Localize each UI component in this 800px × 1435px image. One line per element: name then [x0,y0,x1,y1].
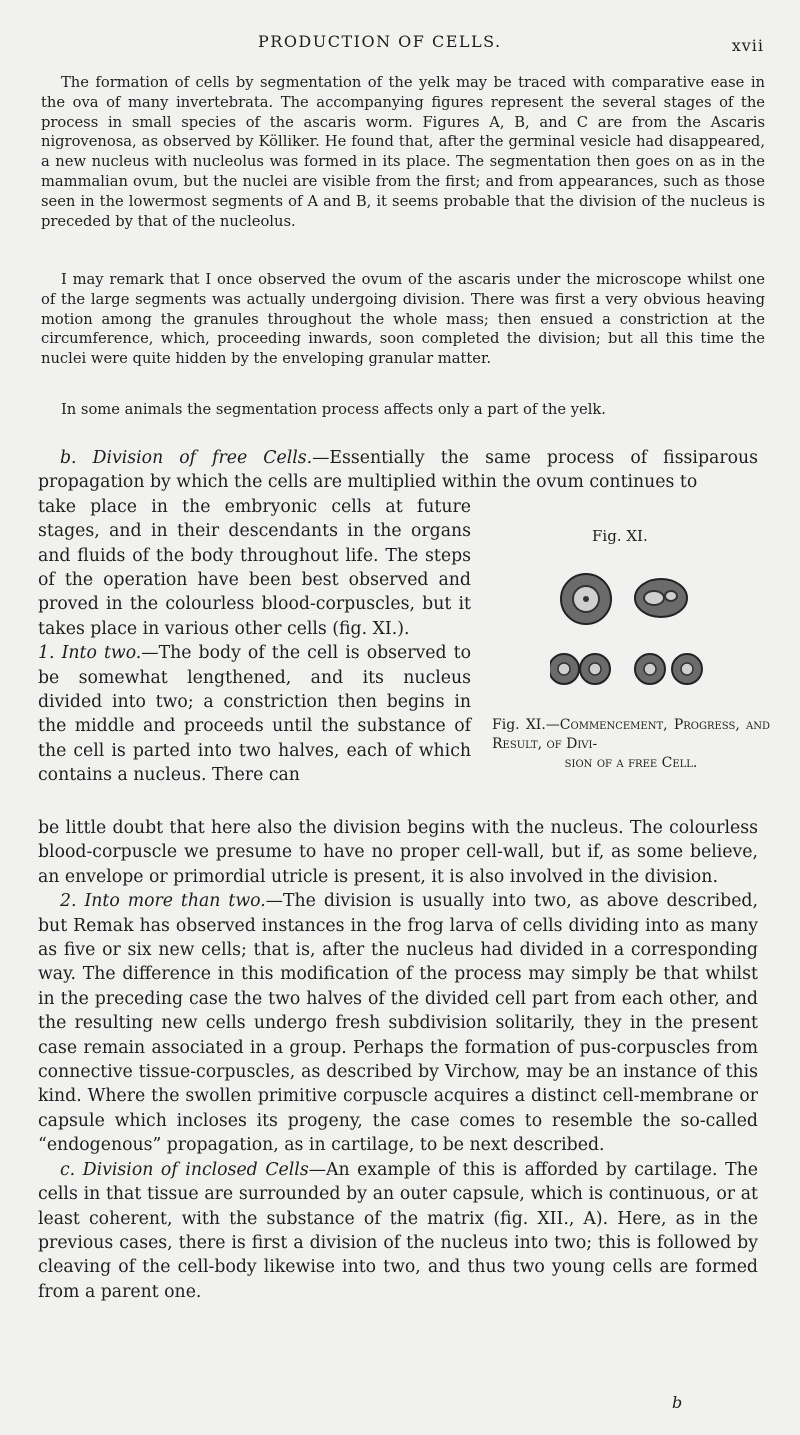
figure-illustration [550,573,710,693]
cell-single [561,574,611,624]
signature-mark: b [672,1393,683,1412]
body-continuation [38,816,758,1304]
intro-paragraph-3: In some animals the segmentation process affects only a part of the yelk. [61,401,606,418]
into-two-heading: 1. Into two. [38,643,142,664]
section-b-wrapped-text [38,495,471,788]
cell-lengthened [635,579,687,617]
section-c-paragraph: c. Division of inclosed Cells—An example of this is afforded by cartilage. The cells in that tissue are surrounded by an outer capsule, which is continuous, or at least coherent, with the substance of the matrix (fig. XII., A). Here, as in the previous cases, there is first a division of the nucleus into two; this is followed by cleaving of the cell-body likewise into two, and thus two young cells are formed from a parent one. [38,1159,758,1302]
running-title: PRODUCTION OF CELLS. [258,32,502,51]
more-than-two-heading: 2. Into more than two. [60,891,266,912]
cell-constricting [550,654,610,684]
figure-caption-prefix: Fig. XI. [492,717,546,733]
page-number: xvii [731,36,764,55]
figure-caption-line2: sion of a free Cell. [564,755,698,771]
intro-paragraph-2: I may remark that I once observed the ovum of the ascaris under the microscope whilst one of the large segments was actually undergoing division. There was first a very obvious heaving motion among the granules throughout the whole mass; then ensued a constriction at the circumference, which, proceeding inwards, soon completed the division; but all this time the nuclei were quite hidden by the enveloping granular matter. [41,271,765,368]
section-b-narrow-paragraph: take place in the embryonic cells at future stages, and in their descendants in the organs and fluids of the body throughout life. The steps of the operation have been best observed and proved in the colourless blood-corpuscles, but it takes place in various other cells (fig. XI.). [38,496,471,639]
into-two-paragraph: 1. Into two.—The body of the cell is observed to be somewhat lengthened, and its nucleus divided into two; a constriction then begins in the middle and proceeds until the substance of the cell is parted into two halves, each of which contains a nucleus. There can [38,643,471,786]
page-header [0,28,800,58]
section-b-lead: b. Division of free Cells.—Essentially the same process of fissiparous propagation by which the cells are multiplied within the ovum continues to [38,448,758,493]
figure-caption-line1: —Commencement, Progress, and Result, of Divi- [492,717,770,752]
more-than-two-paragraph: 2. Into more than two.—The division is usually into two, as above described, but Remak has observed instances in the frog larva of cells dividing into as many as five or six new cells; that is, after the nucleus had divided in a corresponding way. The difference in this modification of the process may simply be that whilst in the preceding case the two halves of the divided cell part from each other, and the resulting new cells undergo fresh subdivision solitarily, they in the present case remain associated in a group. Perhaps the formation of pus-corpuscles from connective tissue-corpuscles, as described by Virchow, may be an instance of this kind. Where the swollen primitive corpuscle acquires a distinct cell-membrane or capsule which incloses its progeny, the case comes to resemble the so-called “endogenous” propagation, as in cartilage, to be next described. [38,891,758,1156]
intro-paragraph-1: The formation of cells by segmentation of the yelk may be traced with comparative ease in the ova of many invertebrata. The accompanying figures represent the several stages of the process in small species of the ascaris worm. Figures A, B, and C are from the Ascaris nigrovenosa, as observed by Kölliker. He found that, after the germinal vesicle had disappeared, a new nucleus with nucleolus was formed in its place. The segmentation then goes on as in the mammalian ovum, but the nuclei are visible from the first; and from appearances, such as those seen in the lowermost segments of A and B, it seems probable that the division of the nucleus is preceded by that of the nucleolus. [41,74,765,230]
into-two-continuation: be little doubt that here also the division begins with the nucleus. The colourless blood-corpuscle we presume to have no proper cell-wall, but if, as some believe, an envelope or primordial utricle is present, it is also involved in the division. [38,818,758,887]
figure-label: Fig. XI. [592,527,648,545]
section-b-heading: b. Division of free Cells. [60,448,313,468]
figure-caption [492,716,770,773]
figure-xi [490,525,770,785]
section-c-heading: c. Division of inclosed Cells [60,1159,309,1180]
cells-divided [635,654,702,684]
